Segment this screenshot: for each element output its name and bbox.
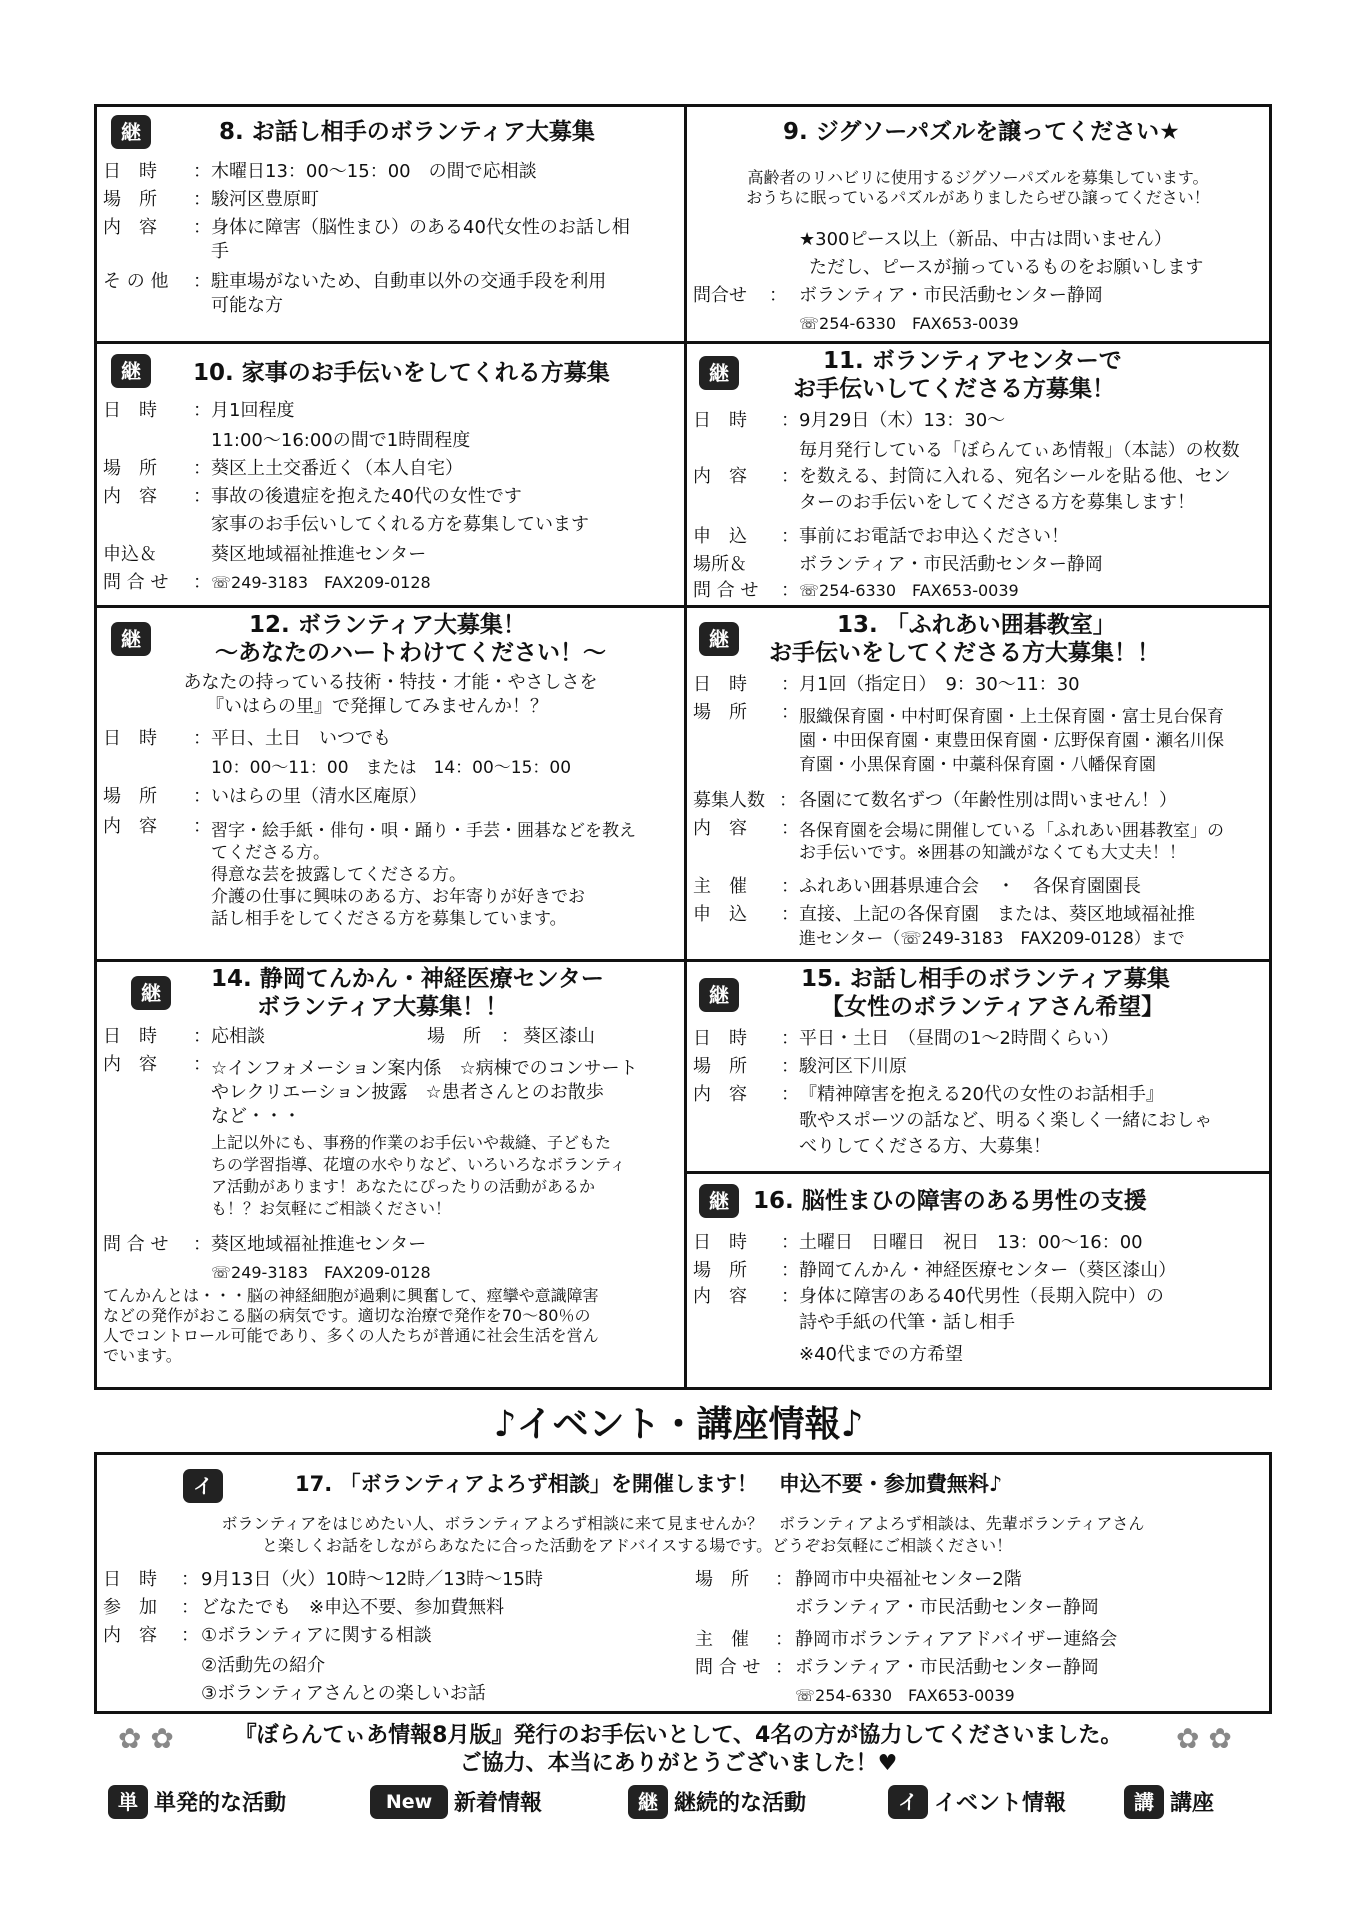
legend-continuous [628,1787,806,1821]
label-apply: 申 込 [693,904,747,925]
flower-decoration-icon: ✿ ✿ [1176,1722,1232,1755]
note-2: などの発作がおこる脳の病気です。適切な治療で発作を70～80％の [103,1306,591,1325]
label-date: 日 時 [103,1569,157,1590]
box-17-title: 17. 「ボランティアよろず相談」を開催します！ 申込不要・参加費無料♪ [295,1472,1003,1496]
label-date: 日 時 [103,161,157,182]
box-10-title: 10. 家事のお手伝いをしてくれる方募集 [193,360,610,386]
value-place-2: 園・中田保育園・東豊田保育園・広野保育園・瀬名川保 [799,731,1224,751]
value-content-1: 各保育園を会場に開催している「ふれあい囲碁教室」の [799,821,1224,841]
value-apply-2: 進センター（☏249-3183 FAX209-0128）まで [799,929,1185,949]
box-14-epilepsy-center: 継 14. 静岡てんかん・神経医療センター ボランティア大募集！！ 日 時 ： 応相談 場 所 ： 葵区漆山 内 容 ： ☆インフォメーション案内係 ☆病棟でのコンサート やレクリエーション披露 ☆患者さんとのお散歩 など・・・ 上記以外にも、事務的作業のお手伝いや裁縫、子どもた ちの学習指導、花壇の水やりなど、いろいろなボランティ ア活動があります！あなたにぴったりの活動があるか も！？お気軽にご相談ください！ 問 合 せ ： 葵区地域福祉推進センター ☏249-3183 FAX209-0128 てんかんとは・・・脳の神経細胞が過剰に興奮して、痙攣や意識障害 などの発作がおこる脳の病気です。適切な治療で発作を70～80％の 人でコントロール可能であり、多くの人たちが普通に社会生活を営ん でいます。 [94,959,687,1390]
label-host: 主 催 [693,876,747,897]
continuous-badge: 継 [699,1184,739,1218]
label-join: 参 加 [103,1597,157,1618]
box-11-volunteer-center: 継 11. ボランティアセンターで お手伝いしてくださる方募集！ 日 時 ： 9月29日（木）13：30～ 毎月発行している「ぼらんてぃあ情報」（本誌）の枚数 内 容 ： を数える、封筒に入れる、宛名シールを貼る他、セン ターのお手伝いをしてくださる方を募集します！ 申 込 ： 事前にお電話でお申込ください！ 場所＆ ボランティア・市民活動センター静岡 問 合 せ ： ☏254-6330 FAX653-0039 [684,341,1272,608]
continuous-badge: 継 [131,976,171,1010]
thanks-line-2: ご協力、本当にありがとうございました！♥ [459,1751,898,1776]
value-content-1: 毎月発行している「ぼらんてぃあ情報」（本誌）の枚数 [799,440,1240,461]
box-10-housework: 継 10. 家事のお手伝いをしてくれる方募集 日 時 ： 月1回程度 11:00～16:00の間で1時間程度 場 所 ： 葵区上土交番近く（本人自宅） 内 容 ： 事故の後遺症を抱えた40代の女性です 家事のお手伝いしてくれる方を募集しています 申込＆ 葵区地域福祉推進センター 問 合 せ ： ☏249-3183 FAX209-0128 [94,341,687,608]
legend-new [370,1787,542,1821]
label-other: そ の 他 [103,271,169,292]
value-time: 11:00～16:00の間で1時間程度 [211,430,471,451]
value-other-cont: 可能な方 [211,295,283,316]
value-place-1: 服織保育園・中村町保育園・上土保育園・富士見台保育 [799,707,1224,727]
legend-single-label: 単発的な活動 [154,1791,287,1816]
label-contact: 問 合 せ [693,580,759,601]
label-date: 日 時 [103,1026,157,1047]
value-content-5: 話し相手をしてくださる方を募集しています。 [211,909,567,929]
label-date: 日 時 [693,1028,747,1049]
value-date: 平日・土日 （昼間の1～2時間くらい） [799,1028,1119,1049]
box-17-yorozu-consult: イ 17. 「ボランティアよろず相談」を開催します！ 申込不要・参加費無料♪ ボランティアをはじめたい人、ボランティアよろず相談に来て見ませんか？ ボランティアよろず相談は、先輩ボランティアさん と楽しくお話をしながらあなたに合った活動をアドバイスする場です。どうぞお気軽にご相談ください！ 日 時 ： 9月13日（火）10時～12時／13時～15時 参 加 ： どなたでも ※申込不要、参加費無料 内 容 ： ①ボランティアに関する相談 ②活動先の紹介 ③ボランティアさんとの楽しいお話 場 所 ： 静岡市中央福祉センター2階 ボランティア・市民活動センター静岡 主 催 ： 静岡市ボランティアアドバイザー連絡会 問 合 せ ： ボランティア・市民活動センター静岡 ☏254-6330 FAX653-0039 [94,1452,1272,1714]
label-content: 内 容 [693,466,747,487]
label-place: 場 所 [693,1056,747,1077]
value-apply: 事前にお電話でお申込ください！ [799,526,1069,547]
note-3: 人でコントロール可能であり、多くの人たちが普通に社会生活を営ん [103,1326,599,1345]
label-place: 場 所 [103,786,157,807]
value-place-2: ボランティア・市民活動センター静岡 [795,1597,1099,1618]
value-count: 各園にて数名ずつ（年齢性別は問いません！） [799,790,1177,811]
event-badge: イ [183,1469,223,1503]
value-content-3: ※40代までの方希望 [799,1344,963,1365]
value-content-4: 介護の仕事に興味のある方、お年寄りが好きでお [211,887,585,907]
value-apply: 葵区地域福祉推進センター [211,544,427,565]
label-content: 内 容 [103,217,157,238]
label-date: 日 時 [693,674,747,695]
value-content-2: 詩や手紙の代筆・話し相手 [799,1312,1015,1333]
legend-course-label: 講座 [1170,1791,1215,1816]
value-date: 平日、土日 いつでも [211,728,391,749]
value-content-2: てくださる方。 [211,843,330,863]
value-other: 駐車場がないため、自動車以外の交通手段を利用 [211,271,607,292]
box-13-go-class: 継 13. 「ふれあい囲碁教室」 お手伝いをしてくださる方大募集！！ 日 時 ： 月1回（指定日） 9：30～11：30 場 所 ： 服織保育園・中村町保育園・上土保育園・富士見台保育 園・中田保育園・東豊田保育園・広野保育園・瀬名川保 育園・小黒保育園・中藁科保育園・八幡保育園 募集人数 ： 各園にて数名ずつ（年齢性別は問いません！） 内 容 ： 各保育園を会場に開催している「ふれあい囲碁教室」の お手伝いです。※囲碁の知識がなくても大丈夫！！ 主 催 ： ふれあい囲碁県連合会 ・ 各保育園園長 申 込 ： 直接、上記の各保育園 または、葵区地域福祉推 進センター（☏249-3183 FAX209-0128）まで [684,605,1272,962]
box-11-title-1: 11. ボランティアセンターで [823,348,1122,374]
continuous-badge: 継 [699,978,739,1012]
legend-event-label: イベント情報 [934,1791,1067,1816]
label-content: 内 容 [693,1084,747,1105]
value-content-4: 上記以外にも、事務的作業のお手伝いや裁縫、子どもた [211,1133,612,1152]
box-8-title: 8. お話し相手のボランティア大募集 [219,119,595,145]
box-9-jigsaw: 9. ジグソーパズルを譲ってください★ 高齢者のリハビリに使用するジグソーパズルを募集しています。 おうちに眠っているパズルがありましたらぜひ譲ってください！ ★300ピース以上（新品、中古は問いません） ただし、ピースが揃っているものをお願いします 問合せ ： ボランティア・市民活動センター静岡 ☏254-6330 FAX653-0039 [684,104,1272,344]
value-tel: ☏254-6330 FAX653-0039 [795,1686,1015,1705]
value-content-2: を数える、封筒に入れる、宛名シールを貼る他、セン [799,466,1231,487]
label-contact: 問 合 せ [103,1234,169,1255]
label-contact: 問 合 せ [103,572,169,593]
box-9-cond-1: ★300ピース以上（新品、中古は問いません） [799,229,1172,250]
label-content: 内 容 [693,818,747,839]
new-badge: New [370,1785,448,1819]
legend-event [888,1787,1066,1821]
value-place: いはらの里（清水区庵原） [211,786,427,807]
value-content-5: ちの学習指導、花壇の水やりなど、いろいろなボランティ [211,1155,626,1174]
value-date: 応相談 [211,1026,265,1047]
value-place: 駿河区下川原 [799,1056,907,1077]
legend-course [1124,1787,1214,1821]
label-place: 場 所 [103,458,157,479]
value-place: 葵区漆山 [523,1026,595,1047]
value-content-3: 得意な芸を披露してくださる方。 [211,865,466,885]
value-content-1: 習字・絵手紙・俳句・唄・踊り・手芸・囲碁などを教え [211,821,636,841]
value-join: どなたでも ※申込不要、参加費無料 [201,1597,505,1618]
box-11-title-2: お手伝いしてくださる方募集！ [793,376,1115,402]
continuous-badge: 継 [111,354,151,388]
continuous-badge: 継 [111,622,151,656]
value-contact: ボランティア・市民活動センター静岡 [795,1657,1099,1678]
value-content: 身体に障害（脳性まひ）のある40代女性のお話し相 [211,217,630,238]
label-content: 内 容 [103,486,157,507]
recruitment-grid [94,104,1272,1390]
label-place: 場 所 [693,1260,747,1281]
value-contact: 葵区地域福祉推進センター [211,1234,427,1255]
box-9-title: 9. ジグソーパズルを譲ってください★ [783,119,1180,145]
section-heading: ♪イベント・講座情報♪ [493,1404,864,1445]
flower-decoration-icon: ✿ ✿ [118,1722,174,1755]
label-content: 内 容 [103,1054,157,1075]
value-apply-1: 直接、上記の各保育園 または、葵区地域福祉推 [799,904,1195,925]
value-content-3: ターのお手伝いをしてくださる方を募集します！ [799,492,1195,513]
value-content-cont: 家事のお手伝いしてくれる方を募集しています [211,514,589,535]
single-badge: 単 [108,1785,148,1819]
legend-single [108,1787,286,1821]
value-date: 月1回程度 [211,400,295,421]
value-place-1: 静岡市中央福祉センター2階 [795,1569,1022,1590]
value-content-cont: 手 [211,241,229,262]
value-date: 9月29日（木）13：30～ [799,410,1006,431]
value-content-1: ☆インフォメーション案内係 ☆病棟でのコンサート [211,1058,638,1079]
value-tel: ☏249-3183 FAX209-0128 [211,573,431,592]
thanks-line-1: 『ぼらんてぃあ情報8月版』発行のお手伝いとして、4名の方が協力してくださいました。 [234,1723,1123,1748]
value-tel: ☏254-6330 FAX653-0039 [799,581,1019,600]
continuous-badge: 継 [699,622,739,656]
value-host: ふれあい囲碁県連合会 ・ 各保育園園長 [799,876,1141,897]
legend-continuous-label: 継続的な活動 [674,1791,807,1816]
value-place-3: 育園・小黒保育園・中藁科保育園・八幡保育園 [799,755,1156,775]
value-content-3: など・・・ [211,1106,301,1127]
box-12-ihara-no-sato: 継 12. ボランティア大募集！ ～あなたのハートわけてください！～ あなたの持っている技術・特技・才能・やさしさを 『いはらの里』で発揮してみませんか！？ 日 時 ： 平日、土日 いつでも 10：00～11：00 または 14：00～15：00 場 所 ： いはらの里（清水区庵原） 内 容 ： 習字・絵手紙・俳句・唄・踊り・手芸・囲碁などを教え てくださる方。 得意な芸を披露してくださる方。 介護の仕事に興味のある方、お年寄りが好きでお 話し相手をしてくださる方を募集しています。 [94,605,687,962]
box-12-title-2: ～あなたのハートわけてください！～ [215,640,606,666]
value-date: 木曜日13：00～15：00 の間で応相談 [211,161,537,182]
label-apply: 申 込 [693,526,747,547]
box-15-title-1: 15. お話し相手のボランティア募集 [801,966,1170,992]
continuous-badge: 継 [628,1785,668,1819]
box-13-title-1: 13. 「ふれあい囲碁教室」 [837,612,1116,638]
label-contact: 問合せ [693,285,747,306]
value-content-2: 歌やスポーツの話など、明るく楽しく一緒におしゃ [799,1110,1213,1131]
box-14-title-2: ボランティア大募集！！ [257,994,509,1020]
label-content: 内 容 [103,1625,157,1646]
box-12-title-1: 12. ボランティア大募集！ [249,612,526,638]
value-content: 事故の後遺症を抱えた40代の女性です [211,486,522,507]
value-place: 静岡てんかん・神経医療センター（葵区漆山） [799,1260,1177,1281]
label-date: 日 時 [103,728,157,749]
value-date: 月1回（指定日） 9：30～11：30 [799,674,1080,695]
value-content-1: ①ボランティアに関する相談 [201,1625,432,1646]
note-1: てんかんとは・・・脳の神経細胞が過剰に興奮して、痙攣や意識障害 [103,1286,599,1305]
label-place: 場 所 [103,189,157,210]
box-9-intro-2: おうちに眠っているパズルがありましたらぜひ譲ってください！ [746,188,1210,207]
value-content-1: 『精神障害を抱える20代の女性のお話相手』 [799,1084,1164,1105]
box-17-intro-1: ボランティアをはじめたい人、ボランティアよろず相談に来て見ませんか？ ボランティアよろず相談は、先輩ボランティアさん [221,1514,1145,1533]
value-content-2: ②活動先の紹介 [201,1655,326,1676]
label-content: 内 容 [103,816,157,837]
box-13-title-2: お手伝いをしてくださる方大募集！！ [769,640,1160,666]
value-host: 静岡市ボランティアアドバイザー連絡会 [795,1629,1118,1650]
value-date: 9月13日（火）10時～12時／13時～15時 [201,1569,543,1590]
course-badge: 講 [1124,1785,1164,1819]
label-place: 場 所 [695,1569,749,1590]
value-place: ボランティア・市民活動センター静岡 [799,554,1103,575]
label-apply: 申込＆ [103,544,157,565]
box-12-intro-2: 『いはらの里』で発揮してみませんか！？ [206,696,548,717]
value-place: 葵区上土交番近く（本人自宅） [211,458,463,479]
box-15-title-2: 【女性のボランティアさん希望】 [821,994,1165,1020]
box-16-cp-male-support: 継 16. 脳性まひの障害のある男性の支援 日 時 ： 土曜日 日曜日 祝日 13：00～16：00 場 所 ： 静岡てんかん・神経医療センター（葵区漆山） 内 容 ： 身体に障害のある40代男性（長期入院中）の 詩や手紙の代筆・話し相手 ※40代までの方希望 [684,1171,1272,1390]
legend-new-label: 新着情報 [454,1791,543,1816]
continuous-badge: 継 [699,356,739,390]
value-content-7: も！？お気軽にご相談ください！ [211,1199,452,1218]
value-content-2: やレクリエーション披露 ☆患者さんとのお散歩 [211,1082,604,1103]
value-content-6: ア活動があります！あなたにぴったりの活動があるか [211,1177,596,1196]
label-count: 募集人数 [693,790,765,811]
value-place: 駿河区豊原町 [211,189,319,210]
note-4: でいます。 [103,1346,182,1365]
box-14-title-1: 14. 静岡てんかん・神経医療センター [211,966,604,992]
label-host: 主 催 [695,1629,749,1650]
value-time: 10：00～11：00 または 14：00～15：00 [211,758,572,778]
box-9-tel: ☏254-6330 FAX653-0039 [799,314,1019,333]
value-content-3: ③ボランティアさんとの楽しいお話 [201,1683,486,1704]
box-8-talk-partner: 継 8. お話し相手のボランティア大募集 日 時 ： 木曜日13：00～15：00 の間で応相談 場 所 ： 駿河区豊原町 内 容 ： 身体に障害（脳性まひ）のある40代女性のお話し相 手 そ の 他 ： 駐車場がないため、自動車以外の交通手段を利用 可能な方 [94,104,687,344]
label-place: 場 所 [427,1026,481,1047]
box-15-female-talk-partner: 継 15. お話し相手のボランティア募集 【女性のボランティアさん希望】 日 時 ： 平日・土日 （昼間の1～2時間くらい） 場 所 ： 駿河区下川原 内 容 ： 『精神障害を抱える20代の女性のお話相手』 歌やスポーツの話など、明るく楽しく一緒におしゃ べりしてくださる方、大募集！ [684,959,1272,1174]
box-16-title: 16. 脳性まひの障害のある男性の支援 [753,1188,1147,1214]
label-contact: 問 合 せ [695,1657,761,1678]
value-content-2: お手伝いです。※囲碁の知識がなくても大丈夫！！ [799,843,1186,863]
label-date: 日 時 [103,400,157,421]
label-date: 日 時 [693,410,747,431]
value-date: 土曜日 日曜日 祝日 13：00～16：00 [799,1232,1143,1253]
continuous-badge: 継 [111,115,151,149]
value-content-1: 身体に障害のある40代男性（長期入院中）の [799,1286,1164,1307]
box-9-intro-1: 高齢者のリハビリに使用するジグソーパズルを募集しています。 [747,168,1209,187]
box-17-intro-2: と楽しくお話をしながらあなたに合った活動をアドバイスする場です。どうぞお気軽にご相談ください！ [261,1536,1013,1555]
label-place: 場所＆ [693,554,747,575]
value-content-3: べりしてくださる方、大募集！ [799,1136,1051,1157]
label-date: 日 時 [693,1232,747,1253]
event-badge: イ [888,1785,928,1819]
value-tel: ☏249-3183 FAX209-0128 [211,1263,431,1282]
box-9-cond-2: ただし、ピースが揃っているものをお願いします [809,257,1204,278]
label-place: 場 所 [693,702,747,723]
box-12-intro-1: あなたの持っている技術・特技・才能・やさしさを [183,672,598,693]
label-content: 内 容 [693,1286,747,1307]
value-contact: ボランティア・市民活動センター静岡 [799,285,1103,306]
